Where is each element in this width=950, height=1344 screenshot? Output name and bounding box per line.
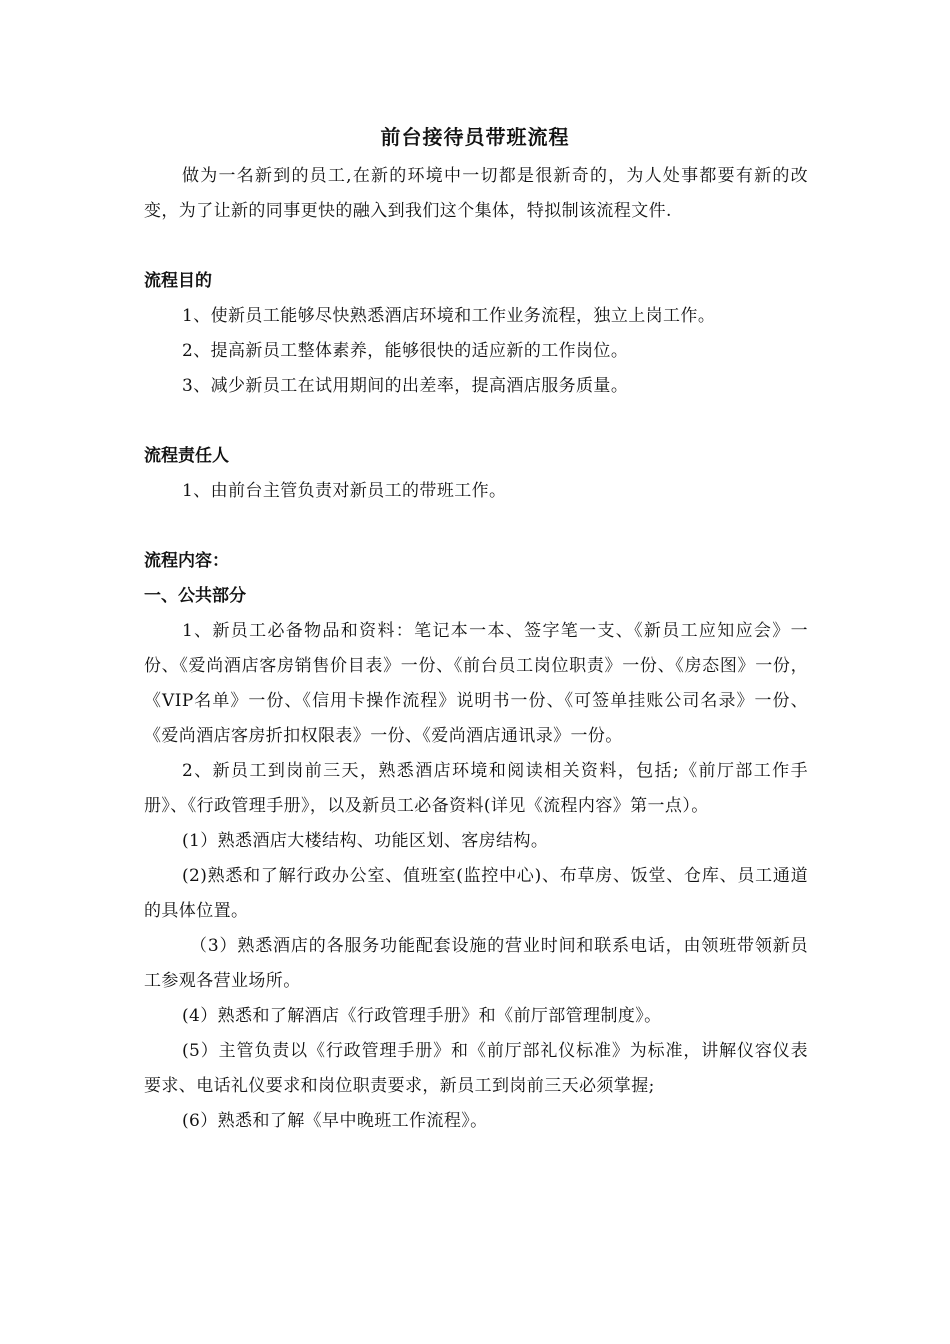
- owner-item: 1、由前台主管负责对新员工的带班工作。: [182, 481, 507, 501]
- spacer: [144, 509, 808, 544]
- sub-item: （3）熟悉酒店的各服务功能配套设施的营业时间和联系电话，由领班带领新员工参观各营业场所。: [144, 936, 808, 991]
- spacer: [144, 404, 808, 439]
- document-body: [144, 159, 808, 1139]
- sub-item: (2)熟悉和了解行政办公室、值班室(监控中心)、布草房、饭堂、仓库、员工通道的具体位置。: [144, 866, 808, 921]
- purpose-item: 1、使新员工能够尽快熟悉酒店环境和工作业务流程，独立上岗工作。: [182, 306, 716, 326]
- owner-heading: 流程责任人: [144, 446, 229, 466]
- purpose-item: 2、提高新员工整体素养，能够很快的适应新的工作岗位。: [182, 341, 629, 361]
- sub-item: (4）熟悉和了解酒店《行政管理手册》和《前厅部管理制度》。: [182, 1006, 662, 1026]
- section-heading: 一、公共部分: [144, 586, 246, 606]
- content-heading: 流程内容：: [144, 551, 229, 571]
- sub-item: (6）熟悉和了解《早中晚班工作流程》。: [182, 1111, 488, 1131]
- purpose-heading: 流程目的: [144, 271, 212, 291]
- content-item-1: 1、新员工必备物品和资料：笔记本一本、签字笔一支、《新员工应知应会》一份、《爱尚酒店客房销售价目表》一份、《前台员工岗位职责》一份、《房态图》一份，《VIP名单》一份、《信用卡操作流程》说明书一份、《可签单挂账公司名录》一份、《爱尚酒店客房折扣权限表》一份、《爱尚酒店通讯录》一份。: [144, 621, 808, 746]
- content-item-2: 2、新员工到岗前三天，熟悉酒店环境和阅读相关资料，包括;《前厅部工作手册》、《行政管理手册》，以及新员工必备资料(详见《流程内容》第一点）。: [144, 761, 808, 816]
- sub-item: (1）熟悉酒店大楼结构、功能区划、客房结构。: [182, 831, 549, 851]
- intro-paragraph: 做为一名新到的员工,在新的环境中一切都是很新奇的，为人处事都要有新的改变，为了让新的同事更快的融入到我们这个集体，特拟制该流程文件.: [144, 166, 808, 221]
- spacer: [144, 229, 808, 264]
- document-title: 前台接待员带班流程: [380, 125, 570, 149]
- sub-item: (5）主管负责以《行政管理手册》和《前厅部礼仪标准》为标准，讲解仪容仪表要求、电话礼仪要求和岗位职责要求，新员工到岗前三天必须掌握;: [144, 1041, 808, 1096]
- purpose-item: 3、减少新员工在试用期间的出差率，提高酒店服务质量。: [182, 376, 629, 396]
